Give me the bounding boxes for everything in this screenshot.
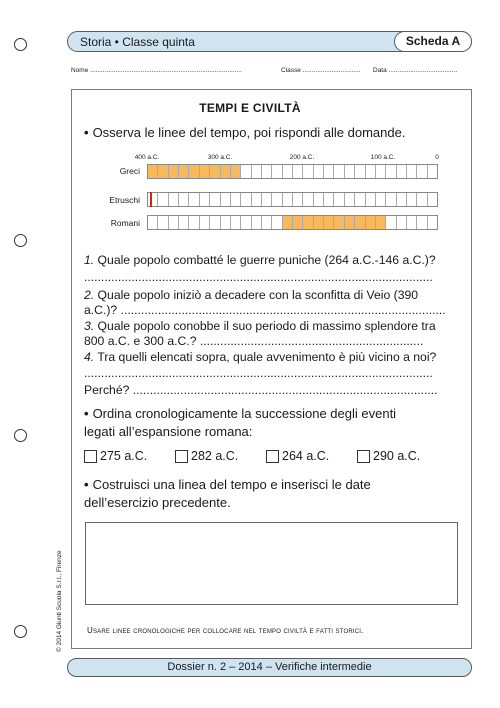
- question-line: [84, 349, 462, 365]
- instruction-build-timeline: [84, 476, 371, 494]
- timeline-cell: [314, 165, 324, 178]
- question-number: 4.: [84, 350, 95, 364]
- checkbox[interactable]: [266, 450, 279, 463]
- timeline-cell: [252, 165, 262, 178]
- timeline-label-etruschi: Etruschi: [109, 195, 140, 205]
- class-field[interactable]: Classe ................................: [281, 67, 361, 74]
- timeline-cell: [293, 216, 303, 229]
- timeline-cell: [200, 193, 210, 206]
- instruction-order-cont: legati all’espansione romana:: [84, 424, 253, 439]
- learning-objective: Usare linee cronologiche per collocare nel tempo civiltà e fatti storici.: [87, 626, 364, 635]
- drawing-area[interactable]: [85, 522, 458, 605]
- timeline-cell: [210, 165, 220, 178]
- question-text: a.C.)? ................................................................................................: [84, 303, 446, 317]
- worksheet-title: TEMPI E CIVILTÀ: [199, 101, 301, 115]
- timeline-cell: [334, 193, 344, 206]
- timeline-cell: [324, 193, 334, 206]
- question-line: [84, 287, 462, 303]
- timeline-cell: [262, 216, 272, 229]
- timeline-cell: [345, 165, 355, 178]
- timeline-cell: [272, 193, 282, 206]
- timeline-cell: [158, 165, 168, 178]
- timeline-cell: [158, 216, 168, 229]
- question-number: 3.: [84, 319, 95, 333]
- timeline-cell: [355, 216, 365, 229]
- binder-hole: [14, 234, 27, 247]
- timeline-cell: [200, 216, 210, 229]
- timeline-greci: [147, 164, 438, 179]
- timeline-cell: [179, 165, 189, 178]
- timeline-cell: [417, 165, 427, 178]
- timeline-cell: [221, 165, 231, 178]
- binder-hole: [14, 38, 27, 51]
- timeline-cell: [293, 193, 303, 206]
- question-text: Quale popolo iniziò a decadere con la sconfitta di Veio (390: [94, 288, 419, 302]
- timeline-cell: [376, 216, 386, 229]
- checkbox[interactable]: [84, 450, 97, 463]
- timeline-cell: [386, 193, 396, 206]
- timeline-cell: [231, 165, 241, 178]
- timeline-cell: [407, 216, 417, 229]
- timeline-cell: [428, 165, 437, 178]
- date-options: [84, 449, 448, 463]
- timeline-cell: [376, 165, 386, 178]
- question-line: [84, 318, 462, 334]
- question-text: Tra quelli elencati sopra, quale avvenimento è più vicino a noi?: [94, 350, 437, 364]
- question-text: 800 a.C. e 300 a.C.? ..................................................................: [84, 334, 424, 348]
- question-text: Quale popolo combatté le guerre puniche (264 a.C.-146 a.C.)?: [94, 253, 436, 267]
- timeline-label-greci: Greci: [119, 166, 140, 176]
- timeline-cell: [366, 216, 376, 229]
- instruction-timeline: [84, 124, 405, 142]
- timeline-cell: [210, 193, 220, 206]
- timeline-romani: [147, 215, 438, 230]
- timeline-cell: [252, 193, 262, 206]
- timeline-cell: [355, 165, 365, 178]
- timeline-cell: [262, 165, 272, 178]
- question-number: 1.: [84, 253, 95, 267]
- footer-text: Dossier n. 2 – 2014 – Verifiche intermedie: [167, 661, 372, 673]
- timeline-cell: [386, 165, 396, 178]
- option-label: 282 a.C.: [191, 449, 239, 463]
- date-option[interactable]: [266, 449, 357, 463]
- timeline-cell: [345, 193, 355, 206]
- timeline-cell: [231, 193, 241, 206]
- timeline-cell: [407, 193, 417, 206]
- checkbox[interactable]: [357, 450, 370, 463]
- timeline-cell: [210, 216, 220, 229]
- answer-line[interactable]: [84, 333, 462, 349]
- instruction-order: [84, 405, 396, 423]
- timeline-cell: [221, 193, 231, 206]
- binder-hole: [14, 429, 27, 442]
- copyright-notice: © 2014 Giunti Scuola S.r.l., Firenze: [56, 550, 63, 652]
- timeline-cell: [293, 165, 303, 178]
- timeline-cell: [314, 216, 324, 229]
- binder-hole: [14, 625, 27, 638]
- timeline-cell: [355, 193, 365, 206]
- timeline-cell: [417, 193, 427, 206]
- question-text: .......................................................................................................: [84, 366, 433, 380]
- timeline-cell: [407, 165, 417, 178]
- sheet-tab: Scheda A: [394, 31, 472, 52]
- timeline-cell: [241, 216, 251, 229]
- name-field[interactable]: Nome ....................................................................................: [71, 67, 242, 74]
- question-text: Quale popolo conobbe il suo periodo di massimo splendore tra: [94, 319, 436, 333]
- etruschi-marker: [150, 192, 152, 207]
- bullet-icon: •: [84, 477, 89, 492]
- timeline-cell: [169, 193, 179, 206]
- timeline-cell: [334, 216, 344, 229]
- question-text: Perché? ..........................................................................................: [84, 383, 438, 397]
- timeline-cell: [169, 165, 179, 178]
- timeline-cell: [148, 165, 158, 178]
- timeline-cell: [397, 216, 407, 229]
- header-band: [67, 31, 472, 52]
- tick-label: 0: [435, 154, 439, 161]
- date-option[interactable]: [175, 449, 266, 463]
- timeline-cell: [189, 216, 199, 229]
- date-option[interactable]: [357, 449, 448, 463]
- timeline-cell: [179, 216, 189, 229]
- instruction-build-cont: dell’esercizio precedente.: [84, 495, 231, 510]
- timeline-cell: [366, 193, 376, 206]
- timeline-cell: [200, 165, 210, 178]
- timeline-cell: [252, 216, 262, 229]
- timeline-cell: [386, 216, 396, 229]
- timeline-cell: [428, 193, 437, 206]
- timeline-cell: [345, 216, 355, 229]
- timeline-cell: [189, 165, 199, 178]
- instruction-text: Osserva le linee del tempo, poi rispondi alle domande.: [92, 125, 406, 140]
- bullet-icon: •: [84, 125, 89, 140]
- answer-line[interactable]: [84, 269, 462, 285]
- instruction-text: Costruisci una linea del tempo e inserisci le date: [92, 477, 371, 492]
- tick-label: 300 a.C.: [207, 154, 233, 161]
- timeline-cell: [303, 193, 313, 206]
- timeline-cell: [324, 216, 334, 229]
- tick-label: 100 a.C.: [370, 154, 396, 161]
- timeline-cell: [303, 165, 313, 178]
- option-label: 290 a.C.: [373, 449, 421, 463]
- timeline-cell: [303, 216, 313, 229]
- timeline-cell: [283, 216, 293, 229]
- timeline-cell: [272, 165, 282, 178]
- timeline-cell: [169, 216, 179, 229]
- question-text: .......................................................................................................: [84, 270, 433, 284]
- timeline-cell: [283, 165, 293, 178]
- date-field[interactable]: Data ......................................: [373, 67, 458, 74]
- option-label: 275 a.C.: [100, 449, 148, 463]
- timeline-cell: [376, 193, 386, 206]
- timeline-cell: [189, 193, 199, 206]
- timeline-cell: [221, 216, 231, 229]
- question-number: 2.: [84, 288, 95, 302]
- subject-label: Storia • Classe quinta: [80, 35, 195, 49]
- date-option[interactable]: [84, 449, 175, 463]
- timeline-cell: [241, 165, 251, 178]
- timeline-cell: [148, 216, 158, 229]
- timeline-cell: [417, 216, 427, 229]
- answer-line[interactable]: [84, 365, 462, 381]
- timeline-cell: [241, 193, 251, 206]
- timeline-etruschi: [147, 192, 438, 207]
- bullet-icon: •: [84, 406, 89, 421]
- timeline-cell: [283, 193, 293, 206]
- timeline-cell: [158, 193, 168, 206]
- timeline-cell: [324, 165, 334, 178]
- question-line: [84, 252, 462, 268]
- tick-label: 400 a.C.: [134, 154, 160, 161]
- timeline-cell: [262, 193, 272, 206]
- footer-band: [67, 658, 472, 677]
- timeline-cell: [334, 165, 344, 178]
- timeline-cell: [397, 165, 407, 178]
- option-label: 264 a.C.: [282, 449, 330, 463]
- timeline-cell: [366, 165, 376, 178]
- answer-line[interactable]: [84, 382, 462, 398]
- instruction-text: Ordina cronologicamente la successione degli eventi: [92, 406, 397, 421]
- timeline-cell: [231, 216, 241, 229]
- timeline-cell: [179, 193, 189, 206]
- answer-line[interactable]: [84, 302, 462, 318]
- tick-label: 200 a.C.: [289, 154, 315, 161]
- timeline-cell: [314, 193, 324, 206]
- checkbox[interactable]: [175, 450, 188, 463]
- timeline-cell: [272, 216, 282, 229]
- timeline-cell: [428, 216, 437, 229]
- timeline-cell: [397, 193, 407, 206]
- timeline-label-romani: Romani: [110, 218, 140, 228]
